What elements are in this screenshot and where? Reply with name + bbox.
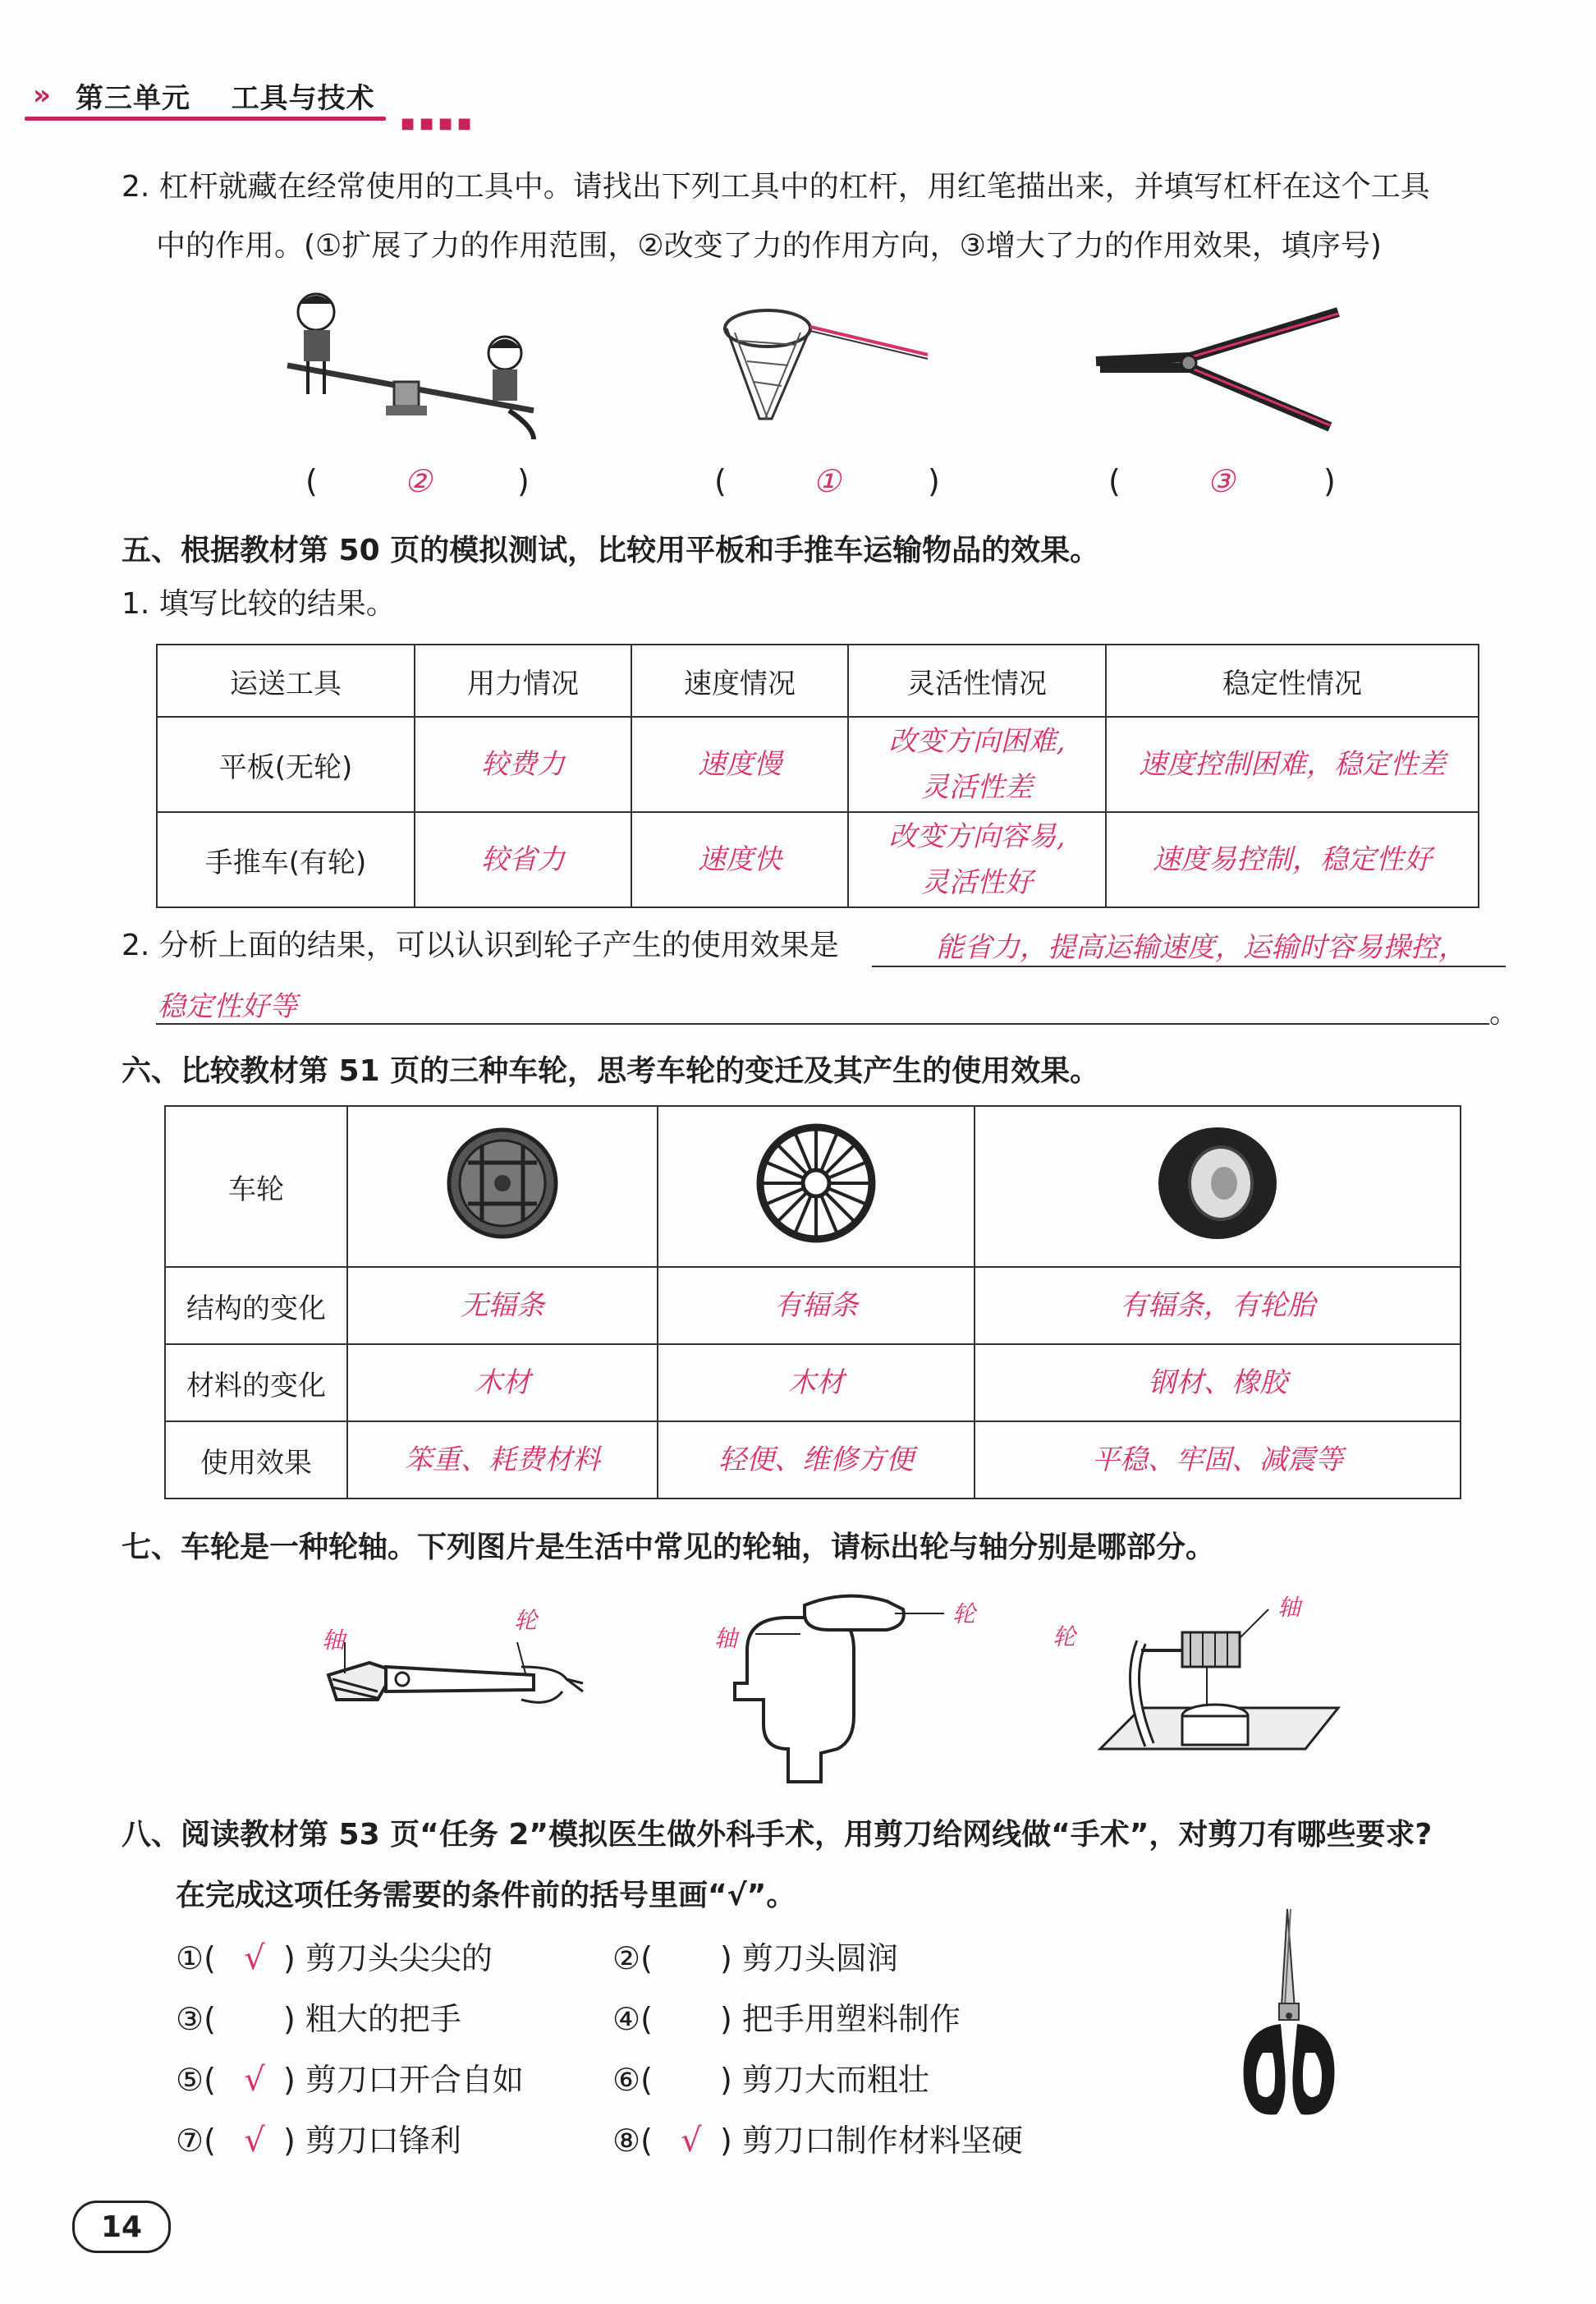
header-underline bbox=[25, 117, 386, 121]
faucet-wheel-label: 轮 bbox=[952, 1600, 976, 1627]
sec5-row1-flex-line2: 灵活性差 bbox=[921, 771, 1033, 804]
sec8-option-2: ②( ) 剪刀头圆润 bbox=[612, 1940, 898, 1976]
header-dots: ■■■■ bbox=[401, 115, 477, 132]
wrench-wheel-label: 轮 bbox=[514, 1607, 538, 1634]
sec5-row1-flex bbox=[848, 717, 1106, 812]
option-5-text: 剪刀口开合自如 bbox=[305, 2062, 524, 2098]
sec6-material-2: 木材 bbox=[658, 1344, 975, 1421]
sec6-effect-1: 笨重、耗费材料 bbox=[347, 1421, 658, 1499]
sec5-header-tool: 运送工具 bbox=[157, 645, 415, 717]
sec6-wheel-tire bbox=[975, 1106, 1461, 1267]
unit-header bbox=[76, 76, 375, 116]
q2-answer-2: ① bbox=[813, 463, 842, 499]
option-1-mark[interactable]: √ bbox=[244, 1939, 265, 1977]
option-2-num: ② bbox=[612, 1940, 641, 1976]
well-windlass-illustration bbox=[1092, 1593, 1355, 1757]
q2-answer-paren-3-close: ) bbox=[1323, 463, 1336, 499]
sec7-title: 七、车轮是一种轮轴。下列图片是生活中常见的轮轴，请标出轮与轴分别是哪部分。 bbox=[122, 1531, 1216, 1564]
option-2-text: 剪刀头圆润 bbox=[741, 1940, 898, 1976]
q2-answer-paren-1-close: ) bbox=[517, 463, 530, 499]
option-6-text: 剪刀大而粗壮 bbox=[741, 2062, 929, 2098]
q2-answer-paren-3: ( bbox=[1108, 463, 1121, 499]
q2-answer-paren-1: ( bbox=[305, 463, 318, 499]
sec6-structure-1: 无辐条 bbox=[347, 1267, 658, 1344]
sec6-material-1: 木材 bbox=[347, 1344, 658, 1421]
sec5-table bbox=[156, 644, 1479, 908]
sec5-row2-stable: 速度易控制，稳定性好 bbox=[1106, 812, 1479, 907]
sec5-sub1: 1. 填写比较的结果。 bbox=[122, 587, 396, 621]
sec8-option-8: ⑧( √ ) 剪刀口制作材料坚硬 bbox=[612, 2122, 1023, 2159]
wrench-axle-label: 轴 bbox=[322, 1627, 346, 1654]
sec5-header-stable: 稳定性情况 bbox=[1106, 645, 1479, 717]
faucet-axle-label: 轴 bbox=[714, 1625, 738, 1652]
sec5-answer2-line1: 能省力，提高运输速度，运输时容易操控， bbox=[936, 931, 1466, 964]
sec8-option-5: ⑤( √ ) 剪刀口开合自如 bbox=[176, 2061, 524, 2099]
page-number: 14 bbox=[72, 2201, 171, 2253]
sec8-title-line2: 在完成这项任务需要的条件前的括号里画“√”。 bbox=[176, 1879, 796, 1912]
q2-answer-1: ② bbox=[404, 463, 433, 499]
sec6-wheel-spoked bbox=[658, 1106, 975, 1267]
sec5-sub2: 2. 分析上面的结果，可以认识到轮子产生的使用效果是 bbox=[122, 929, 839, 962]
spoked-wheel-icon bbox=[754, 1122, 878, 1245]
sec8-title-line1: 八、阅读教材第 53 页“任务 2”模拟医生做外科手术，用剪刀给网线做“手术”，对剪刀有哪些要求? bbox=[122, 1818, 1433, 1852]
q2-text-line2: 中的作用。(①扩展了力的作用范围，②改变了力的作用方向，③增大了力的作用效果，填序号) bbox=[156, 229, 1382, 263]
option-8-mark[interactable]: √ bbox=[681, 2122, 702, 2159]
option-3-num: ③ bbox=[176, 2001, 204, 2037]
option-7-text: 剪刀口锋利 bbox=[305, 2123, 461, 2159]
sec6-material-3: 钢材、橡胶 bbox=[975, 1344, 1461, 1421]
option-5-num: ⑤ bbox=[176, 2062, 204, 2098]
q2-answer-paren-2-close: ) bbox=[928, 463, 940, 499]
sec6-label-structure: 结构的变化 bbox=[165, 1267, 347, 1344]
sec5-row1-speed: 速度慢 bbox=[631, 717, 848, 812]
sec6-label-wheel: 车轮 bbox=[165, 1106, 347, 1267]
tin-snips-illustration bbox=[1092, 304, 1355, 443]
sec8-option-4: ④( ) 把手用塑料制作 bbox=[612, 2001, 961, 2037]
sec6-label-effect: 使用效果 bbox=[165, 1421, 347, 1499]
sec5-answer-underline-2 bbox=[156, 1023, 1489, 1025]
sec6-label-material: 材料的变化 bbox=[165, 1344, 347, 1421]
option-8-text: 剪刀口制作材料坚硬 bbox=[741, 2123, 1023, 2159]
option-1-text: 剪刀头尖尖的 bbox=[305, 1940, 493, 1976]
sec8-option-1: ①( √ ) 剪刀头尖尖的 bbox=[176, 1939, 493, 1977]
faucet-illustration bbox=[722, 1593, 969, 1790]
scissors-illustration bbox=[1231, 1905, 1346, 2127]
sec5-row2-tool: 手推车(有轮) bbox=[157, 812, 415, 907]
sec5-answer-underline-1 bbox=[872, 966, 1506, 967]
option-4-text: 把手用塑料制作 bbox=[741, 2001, 961, 2037]
sec5-row2-flex bbox=[848, 812, 1106, 907]
sec5-row1-tool: 平板(无轮) bbox=[157, 717, 415, 812]
sec8-option-3: ③( ) 粗大的把手 bbox=[176, 2001, 461, 2037]
q2-answer-3: ③ bbox=[1207, 463, 1236, 499]
sec8-option-7: ⑦( √ ) 剪刀口锋利 bbox=[176, 2122, 461, 2159]
sec5-end-mark: 。 bbox=[1489, 996, 1520, 1030]
sec8-option-6: ⑥( ) 剪刀大而粗壮 bbox=[612, 2062, 929, 2098]
net-illustration bbox=[722, 304, 936, 427]
q2-text-line1: 2. 杠杆就藏在经常使用的工具中。请找出下列工具中的杠杆，用红笔描出来，并填写杠杆在这个工具 bbox=[122, 170, 1430, 204]
sec5-answer2-line2: 稳定性好等 bbox=[158, 990, 297, 1023]
sec6-effect-3: 平稳、牢固、减震等 bbox=[975, 1421, 1461, 1499]
option-4-num: ④ bbox=[612, 2001, 641, 2037]
tire-wheel-icon bbox=[1152, 1122, 1283, 1245]
sec5-row2-flex-line1: 改变方向容易, bbox=[888, 820, 1066, 853]
sec6-table bbox=[164, 1105, 1461, 1499]
sec5-row2-flex-line2: 灵活性好 bbox=[921, 866, 1033, 899]
option-7-mark[interactable]: √ bbox=[244, 2122, 265, 2159]
unit-topic: 工具与技术 bbox=[231, 82, 375, 115]
option-5-mark[interactable]: √ bbox=[244, 2061, 265, 2099]
option-8-num: ⑧ bbox=[612, 2123, 641, 2159]
windlass-axle-label: 轴 bbox=[1277, 1594, 1301, 1621]
sec6-structure-3: 有辐条，有轮胎 bbox=[975, 1267, 1461, 1344]
windlass-wheel-label: 轮 bbox=[1053, 1623, 1076, 1650]
sec6-title: 六、比较教材第 51 页的三种车轮，思考车轮的变迁及其产生的使用效果。 bbox=[122, 1054, 1100, 1088]
option-7-num: ⑦ bbox=[176, 2123, 204, 2159]
q2-answer-paren-2: ( bbox=[714, 463, 727, 499]
sec5-title: 五、根据教材第 50 页的模拟测试，比较用平板和手推车运输物品的效果。 bbox=[122, 534, 1100, 567]
sec6-structure-2: 有辐条 bbox=[658, 1267, 975, 1344]
wrench-illustration bbox=[320, 1609, 599, 1733]
option-3-text: 粗大的把手 bbox=[305, 2001, 461, 2037]
sec6-effect-2: 轻便、维修方便 bbox=[658, 1421, 975, 1499]
sec5-row2-speed: 速度快 bbox=[631, 812, 848, 907]
sec5-header-force: 用力情况 bbox=[415, 645, 631, 717]
sec6-wheel-wooden bbox=[347, 1106, 658, 1267]
header-chevron-icon: » bbox=[33, 79, 51, 112]
option-1-num: ① bbox=[176, 1940, 204, 1976]
sec5-row2-force: 较省力 bbox=[415, 812, 631, 907]
option-6-num: ⑥ bbox=[612, 2062, 641, 2098]
wooden-wheel-icon bbox=[445, 1122, 560, 1245]
unit-label: 第三单元 bbox=[76, 82, 190, 115]
seesaw-illustration bbox=[271, 287, 550, 443]
sec5-row1-flex-line1: 改变方向困难, bbox=[888, 725, 1066, 758]
sec5-row1-force: 较费力 bbox=[415, 717, 631, 812]
sec5-header-flex: 灵活性情况 bbox=[848, 645, 1106, 717]
sec5-header-speed: 速度情况 bbox=[631, 645, 848, 717]
sec5-row1-stable: 速度控制困难，稳定性差 bbox=[1106, 717, 1479, 812]
